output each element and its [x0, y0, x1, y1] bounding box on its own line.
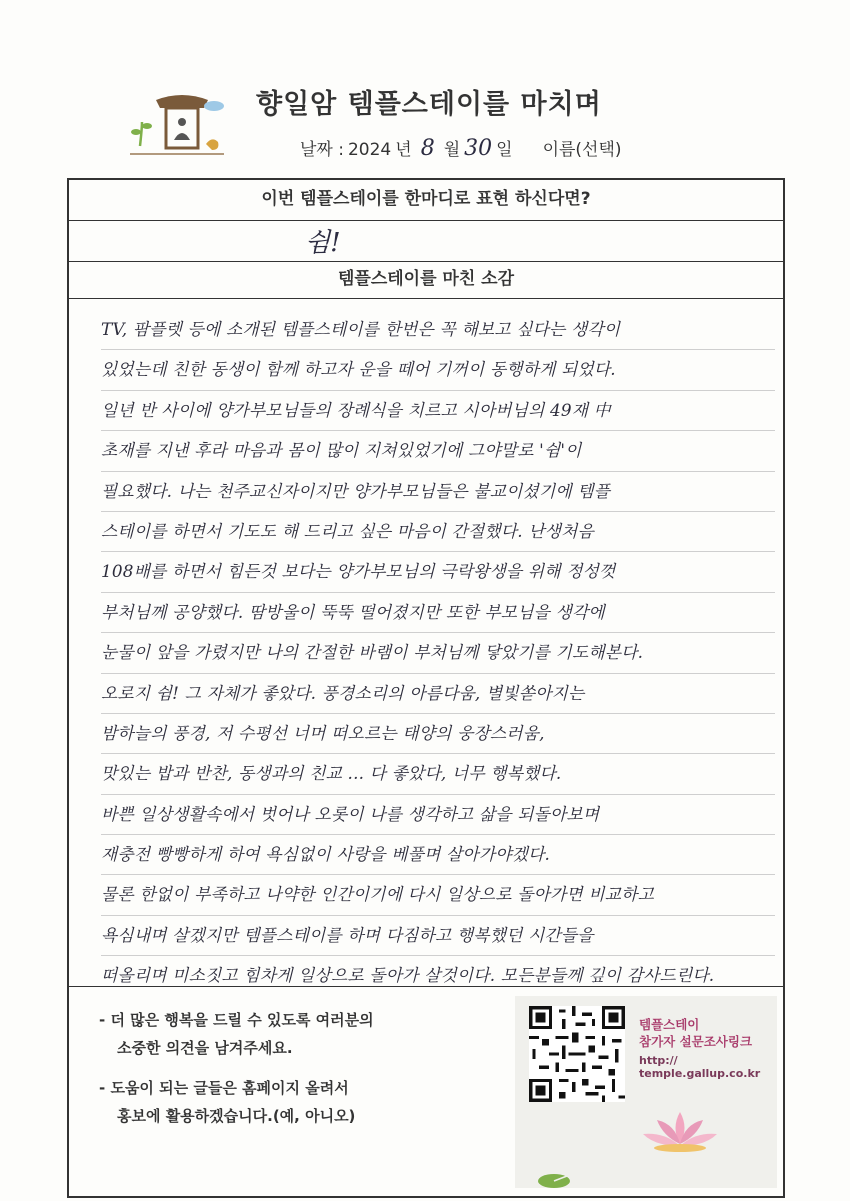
- handwritten-line: 오로지 쉼! 그 자체가 좋았다. 풍경소리의 아름다움, 별빛쏟아지는: [101, 674, 775, 714]
- handwritten-line: 맛있는 밥과 반찬, 동생과의 친교 ... 다 좋았다, 너무 행복했다.: [101, 754, 775, 794]
- handwritten-line: 바쁜 일상생활속에서 벗어나 오롯이 나를 생각하고 삶을 되돌아보며: [101, 795, 775, 835]
- survey-title: [639, 1016, 752, 1050]
- survey-link-box: [515, 996, 777, 1188]
- date-day-unit: 일: [496, 140, 513, 160]
- handwritten-line: 욕심내며 살겠지만 템플스테이를 하며 다짐하고 행복했던 시간들을: [101, 916, 775, 956]
- date-day: 30: [464, 136, 493, 161]
- date-month-unit: 월: [443, 140, 461, 160]
- handwritten-line: 스테이를 하면서 기도도 해 드리고 싶은 마음이 간절했다. 난생처음: [101, 512, 775, 552]
- date-name-line: [300, 135, 626, 161]
- handwritten-line: 108배를 하면서 힘든것 보다는 양가부모님의 극락왕생을 위해 정성껏: [101, 552, 775, 592]
- survey-form: [67, 178, 785, 1198]
- note-feedback-line1: - 더 많은 행복을 드릴 수 있도록 여러분의: [99, 1011, 374, 1029]
- handwritten-line: TV, 팜플렛 등에 소개된 템플스테이를 한번은 꼭 해보고 싶다는 생각이: [101, 310, 775, 350]
- question1-answer-row: [69, 220, 783, 262]
- impressions-label: 템플스테이를 마친 소감: [337, 269, 515, 289]
- handwritten-line: 물론 한없이 부족하고 나약한 인간이기에 다시 일상으로 돌아가면 비교하고: [101, 875, 775, 915]
- handwritten-line: 눈물이 앞을 가렸지만 나의 간절한 바램이 부처님께 닿았기를 기도해본다.: [101, 633, 775, 673]
- date-year: 2024: [347, 140, 392, 160]
- question1-answer: 쉼!: [305, 228, 341, 258]
- handwritten-line: 필요했다. 나는 천주교신자이지만 양가부모님들은 불교이셨기에 템플: [101, 472, 775, 512]
- qr-code-icon[interactable]: [529, 1006, 625, 1102]
- handwritten-line: 초재를 지낸 후라 마음과 몸이 많이 지쳐있었기에 그야말로 '쉼'이: [101, 431, 775, 471]
- handwritten-line: 일년 반 사이에 양가부모님들의 장례식을 치르고 시아버님의 49재 中: [101, 391, 775, 431]
- handwritten-line: 재충전 빵빵하게 하여 욕심없이 사랑을 베풀며 살아가야겠다.: [101, 835, 775, 875]
- note-homepage-line1: - 도움이 되는 글들은 홈페이지 올려서: [99, 1079, 349, 1097]
- date-month: 8: [420, 136, 435, 161]
- footer-section: [69, 986, 783, 1198]
- handwritten-line: 부처님께 공양했다. 땀방울이 뚝뚝 떨어졌지만 또한 부모님을 생각에: [101, 593, 775, 633]
- note-feedback: [99, 1006, 519, 1062]
- handwritten-line: 떠올리며 미소짓고 힘차게 일상으로 돌아가 살것이다. 모든분들께 깊이 감사드린다.: [101, 965, 715, 986]
- question1-label: 이번 템플스테이를 한마디로 표현 하신다면?: [261, 189, 591, 209]
- survey-url-link[interactable]: http:// temple.gallup.co.kr: [639, 1054, 761, 1080]
- note-homepage-line2: 홍보에 활용하겠습니다.(예, 아니오): [117, 1107, 356, 1125]
- impressions-lines: [101, 310, 775, 997]
- handwritten-line: 밤하늘의 풍경, 저 수평선 너머 떠오르는 태양의 웅장스러움,: [101, 714, 775, 754]
- note-feedback-line2: 소중한 의견을 남겨주세요.: [117, 1039, 293, 1057]
- page-title: 향일암 템플스테이를 마치며: [256, 89, 602, 120]
- temple-logo-icon: [128, 92, 228, 164]
- footer-notes: [99, 1006, 519, 1142]
- handwritten-line: 있었는데 친한 동생이 함께 하고자 운을 떼어 기꺼이 동행하게 되었다.: [101, 350, 775, 390]
- date-year-unit: 년: [395, 140, 412, 160]
- impressions-header-row: [69, 261, 783, 299]
- question1-row: [69, 180, 783, 221]
- impressions-body: [69, 298, 783, 987]
- note-homepage: [99, 1074, 519, 1130]
- survey-title-line1: 템플스테이: [639, 1017, 700, 1032]
- name-label: 이름(선택): [542, 140, 622, 160]
- lily-pad-icon: [537, 1172, 571, 1188]
- date-label: 날짜 :: [300, 140, 344, 160]
- lotus-icon: [637, 1108, 723, 1156]
- survey-title-line2: 참가자 설문조사링크: [639, 1034, 753, 1049]
